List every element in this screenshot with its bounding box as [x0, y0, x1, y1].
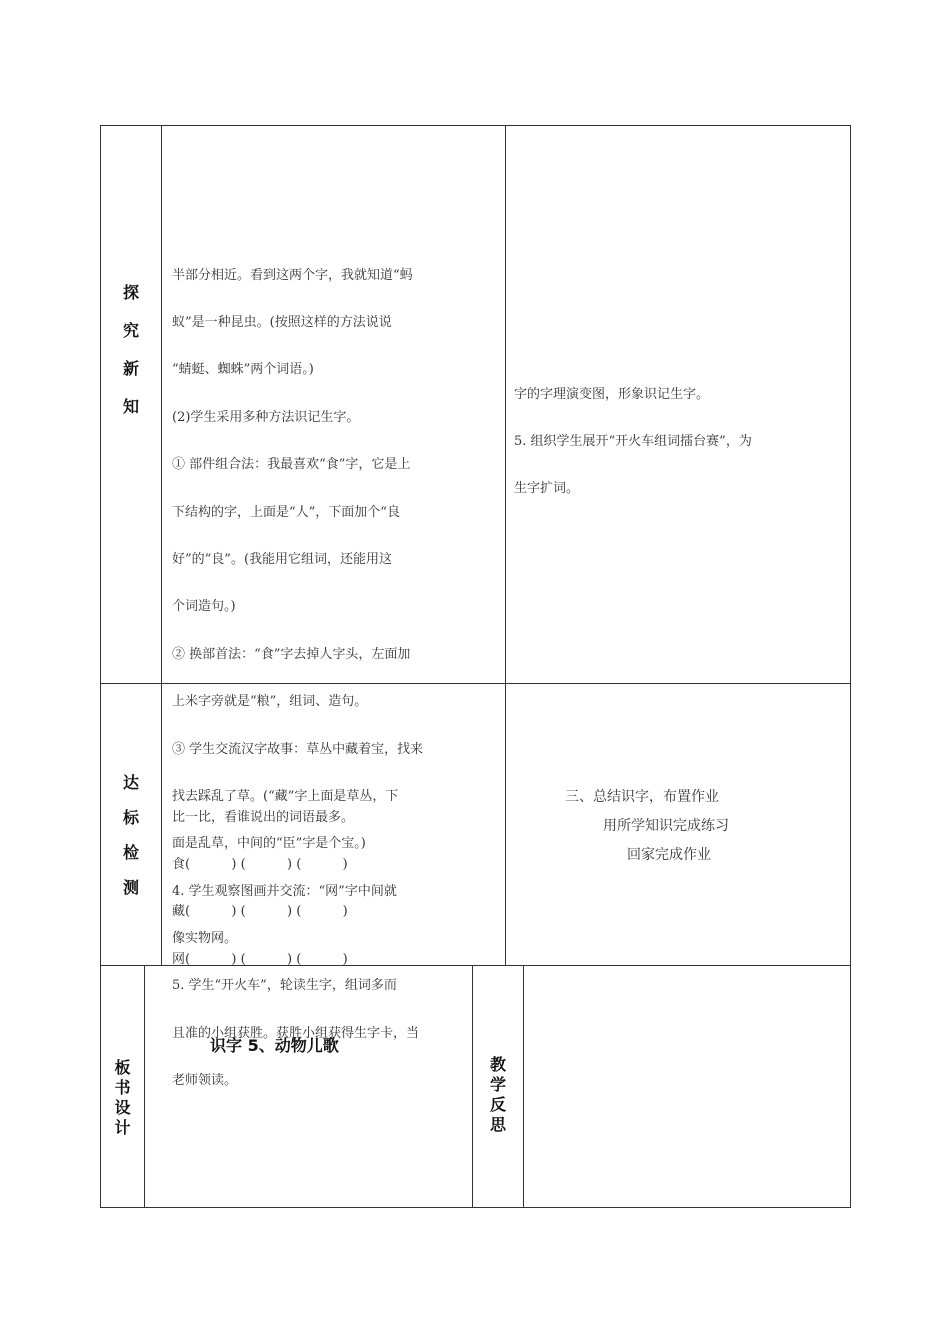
text-line: 网( ) ( ) ( )	[172, 951, 348, 967]
label-char: 究	[122, 321, 139, 340]
text-line: 下结构的字，上面是“人”，下面加个“良	[172, 504, 400, 520]
text-line: “蜻蜓、蜘蛛”两个词语。)	[172, 362, 314, 378]
explore-label	[100, 280, 162, 417]
reflect-content-cell	[523, 965, 851, 1208]
label-char: 达	[122, 773, 139, 792]
test-teacher-line: 用所学知识完成练习	[603, 818, 729, 834]
text-line: 且准的小组获胜。获胜小组获得生字卡，当	[172, 1025, 420, 1041]
text-line: 像实物网。	[172, 931, 238, 947]
explore-teacher-text	[514, 355, 752, 513]
label-char: 测	[122, 878, 139, 897]
text-line: 比一比，看谁说出的词语最多。	[172, 809, 355, 825]
label-char: 知	[122, 397, 139, 416]
test-teacher-line: 三、总结识字，布置作业	[565, 789, 719, 805]
text-line: 4. 学生观察图画并交流：“网”字中间就	[172, 883, 397, 899]
text-line: 食( ) ( ) ( )	[172, 856, 348, 872]
text-line: 5. 学生“开火车”，轮读生字，组词多而	[172, 978, 397, 994]
text-line: ② 换部首法：“食”字去掉人字头，左面加	[172, 646, 411, 662]
text-line: 蚁”是一种昆虫。(按照这样的方法说说	[172, 314, 392, 330]
text-line: 半部分相近。看到这两个字，我就知道“蚂	[172, 267, 413, 283]
label-char: 检	[122, 843, 139, 862]
reflect-label	[472, 1055, 524, 1135]
label-char: 新	[122, 359, 139, 378]
test-student-text	[172, 778, 354, 983]
text-line: 5. 组织学生展开“开火车组词擂台赛”，为	[514, 433, 752, 449]
label-char: 教	[489, 1055, 506, 1074]
text-line: ③ 学生交流汉字故事：草丛中藏着宝，找来	[172, 741, 424, 757]
test-teacher-line: 回家完成作业	[627, 847, 711, 863]
test-label	[100, 770, 162, 898]
board-content-cell	[144, 965, 473, 1208]
label-char: 标	[122, 808, 139, 827]
text-line: 藏( ) ( ) ( )	[172, 904, 348, 920]
text-line: ① 部件组合法：我最喜欢“食”字，它是上	[172, 457, 411, 473]
text-line: 个词造句。)	[172, 599, 236, 615]
label-char: 学	[489, 1075, 506, 1094]
label-char: 书	[114, 1078, 131, 1097]
text-line: 老师领读。	[172, 1073, 238, 1089]
label-char: 设	[114, 1098, 131, 1117]
text-line: 找去踩乱了草。(“藏”字上面是草丛，下	[172, 788, 399, 804]
label-char: 探	[122, 283, 139, 302]
label-char: 计	[114, 1118, 131, 1137]
label-char: 板	[114, 1058, 131, 1077]
board-label	[100, 1058, 145, 1138]
text-line: 好”的“良”。(我能用它组词，还能用这	[172, 551, 393, 567]
board-title: 识字 5、动物儿歌	[210, 1036, 339, 1055]
text-line: 字的字理演变图，形象识记生字。	[514, 386, 710, 402]
label-char: 思	[489, 1115, 506, 1134]
text-line: 上米字旁就是“粮”，组词、造句。	[172, 694, 368, 710]
text-line: 面是乱草，中间的“臣”字是个宝。)	[172, 836, 366, 852]
text-line: (2)学生采用多种方法识记生字。	[172, 409, 360, 425]
text-line: 生字扩词。	[514, 481, 580, 497]
label-char: 反	[489, 1095, 506, 1114]
